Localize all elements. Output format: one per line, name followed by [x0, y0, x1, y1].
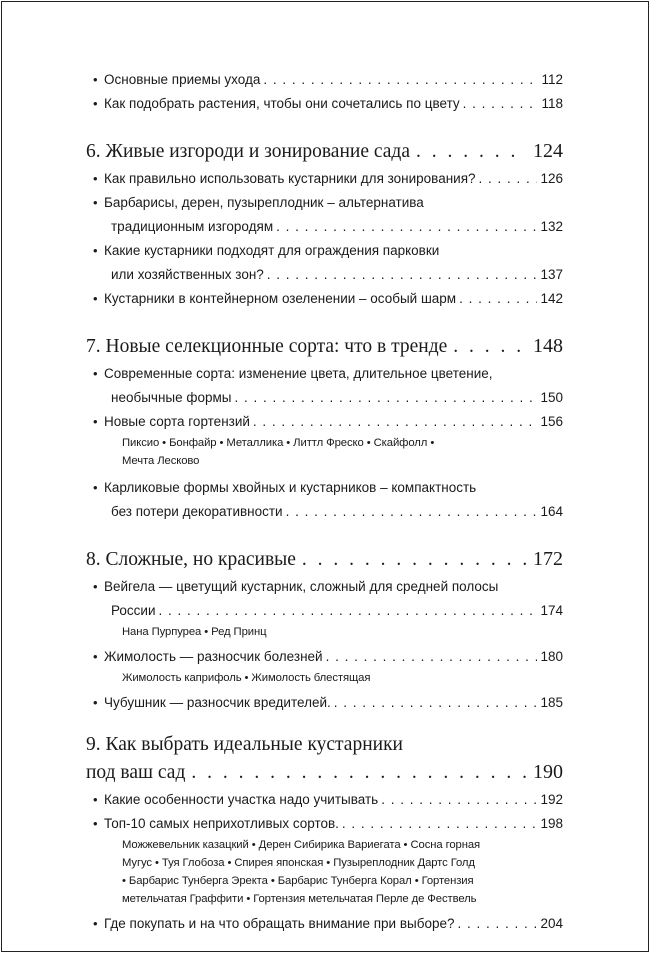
toc-entry-first-line[interactable]: • Карликовые формы хвойных и кустарников – компактность	[86, 476, 563, 500]
variety-list-line: Можжевельник казацкий • Дерен Сибирика Вариегата • Сосна горная	[122, 839, 481, 851]
bullet: •	[93, 96, 98, 111]
variety-list-line: Мугус • Туя Глобоза • Спирея японская • Пузыреплодник Дартс Голд	[122, 857, 475, 869]
chapter-heading[interactable]: под ваш сад . . . 190	[86, 757, 563, 788]
dot-leader	[381, 788, 537, 812]
variety-list-line: Мечта Лесково	[122, 455, 200, 467]
chapter-heading[interactable]: 6. Живые изгороди и зонирование сада . . . 124	[86, 136, 563, 167]
page-number: 112	[541, 72, 563, 87]
page-number: 137	[540, 267, 563, 282]
page-number: 174	[540, 603, 563, 618]
page-number: 132	[540, 219, 563, 234]
dot-leader	[234, 386, 537, 410]
bullet: •	[93, 414, 98, 429]
bullet: •	[93, 649, 98, 664]
toc-entry[interactable]: • Где покупать и на что обращать внимание при выборе? . . . 204	[86, 912, 563, 936]
bullet: •	[93, 480, 98, 495]
dot-leader	[463, 92, 539, 116]
bullet: •	[93, 916, 98, 931]
toc-entry[interactable]: • Чубушник — разносчик вредителей. . . . 185	[86, 691, 563, 715]
page-number: 192	[540, 792, 563, 807]
dot-leader	[334, 691, 538, 715]
dot-leader	[342, 812, 538, 836]
toc-entry[interactable]: без потери декоративности . . . 164	[86, 500, 563, 524]
toc-entry-first-line[interactable]: • Барбарисы, дерен, пузыреплодник – альтернатива	[86, 191, 563, 215]
toc-entry[interactable]: • Как подобрать растения, чтобы они сочетались по цвету . . . 118	[86, 92, 563, 116]
chapter-heading[interactable]: 8. Сложные, но красивые . . . 172	[86, 544, 563, 575]
dot-leader	[458, 912, 538, 936]
dot-leader	[302, 545, 527, 575]
page-number: 204	[540, 916, 563, 931]
dot-leader	[191, 758, 527, 788]
dot-leader	[459, 287, 537, 311]
toc-entry[interactable]: • Какие особенности участка надо учитывать . . . 192	[86, 788, 563, 812]
dot-leader	[253, 410, 538, 434]
page-number: 172	[533, 548, 563, 570]
bullet: •	[93, 579, 98, 594]
toc-entry-first-line[interactable]: • Современные сорта: изменение цвета, длительное цветение,	[86, 362, 563, 386]
dot-leader	[263, 68, 538, 92]
toc-entry[interactable]: • Новые сорта гортензий . . . 156	[86, 410, 563, 434]
table-of-contents	[86, 68, 563, 936]
toc-entry[interactable]: • Жимолость — разносчик болезней . . . 180	[86, 645, 563, 669]
page-number: 156	[540, 414, 563, 429]
toc-entry-first-line[interactable]: • Какие кустарники подходят для ограждения парковки	[86, 239, 563, 263]
dot-leader	[286, 500, 538, 524]
page-number: 185	[540, 695, 563, 710]
bullet: •	[93, 366, 98, 381]
page-number: 198	[540, 816, 563, 831]
bullet: •	[93, 291, 98, 306]
toc-entry[interactable]: или хозяйственных зон? . . . 137	[86, 263, 563, 287]
dot-leader	[276, 215, 537, 239]
chapter-heading[interactable]: 7. Новые селекционные сорта: что в тренде . . . 148	[86, 331, 563, 362]
bullet: •	[93, 792, 98, 807]
variety-list-line: Нана Пурпуреа • Ред Принц	[122, 626, 267, 638]
page-number: 164	[540, 504, 563, 519]
bullet: •	[93, 243, 98, 258]
dot-leader	[267, 263, 538, 287]
bullet: •	[93, 816, 98, 831]
page-number: 118	[541, 96, 563, 111]
dot-leader	[453, 332, 527, 362]
dot-leader	[479, 167, 538, 191]
dot-leader	[159, 599, 538, 623]
bullet: •	[93, 695, 98, 710]
toc-entry[interactable]: России . . . 174	[86, 599, 563, 623]
chapter-heading-first-line[interactable]: 9. Как выбрать идеальные кустарники	[86, 734, 403, 755]
variety-list-line: Пиксио • Бонфайр • Металлика • Литтл Фреско • Скайфолл •	[122, 437, 435, 449]
bullet: •	[93, 171, 98, 186]
bullet: •	[93, 195, 98, 210]
toc-entry[interactable]: • Основные приемы ухода . . . 112	[86, 68, 563, 92]
dot-leader	[326, 645, 538, 669]
toc-entry[interactable]: необычные формы . . . 150	[86, 386, 563, 410]
toc-entry[interactable]: традиционным изгородям . . . 132	[86, 215, 563, 239]
toc-entry[interactable]: • Как правильно использовать кустарники для зонирования? . . . 126	[86, 167, 563, 191]
page-number: 142	[540, 291, 563, 306]
page-number: 180	[540, 649, 563, 664]
toc-entry[interactable]: • Кустарники в контейнерном озеленении – особый шарм . . . 142	[86, 287, 563, 311]
page-number: 126	[540, 171, 563, 186]
page-number: 190	[533, 761, 563, 783]
page-number: 150	[540, 390, 563, 405]
variety-list-line: • Барбарис Тунберга Эректа • Барбарис Тунберга Корал • Гортензия	[122, 875, 474, 887]
variety-list-line: метельчатая Граффити • Гортензия метельчатая Перле де Фествель	[122, 893, 477, 905]
toc-entry[interactable]: • Топ-10 самых неприхотливых сортов. . . . 198	[86, 812, 563, 836]
variety-list-line: Жимолость каприфоль • Жимолость блестящая	[122, 672, 371, 684]
toc-entry-first-line[interactable]: • Вейгела — цветущий кустарник, сложный для средней полосы	[86, 575, 563, 599]
page-number: 124	[533, 140, 563, 162]
bullet: •	[93, 72, 98, 87]
dot-leader	[416, 137, 527, 167]
page-number: 148	[533, 335, 563, 357]
